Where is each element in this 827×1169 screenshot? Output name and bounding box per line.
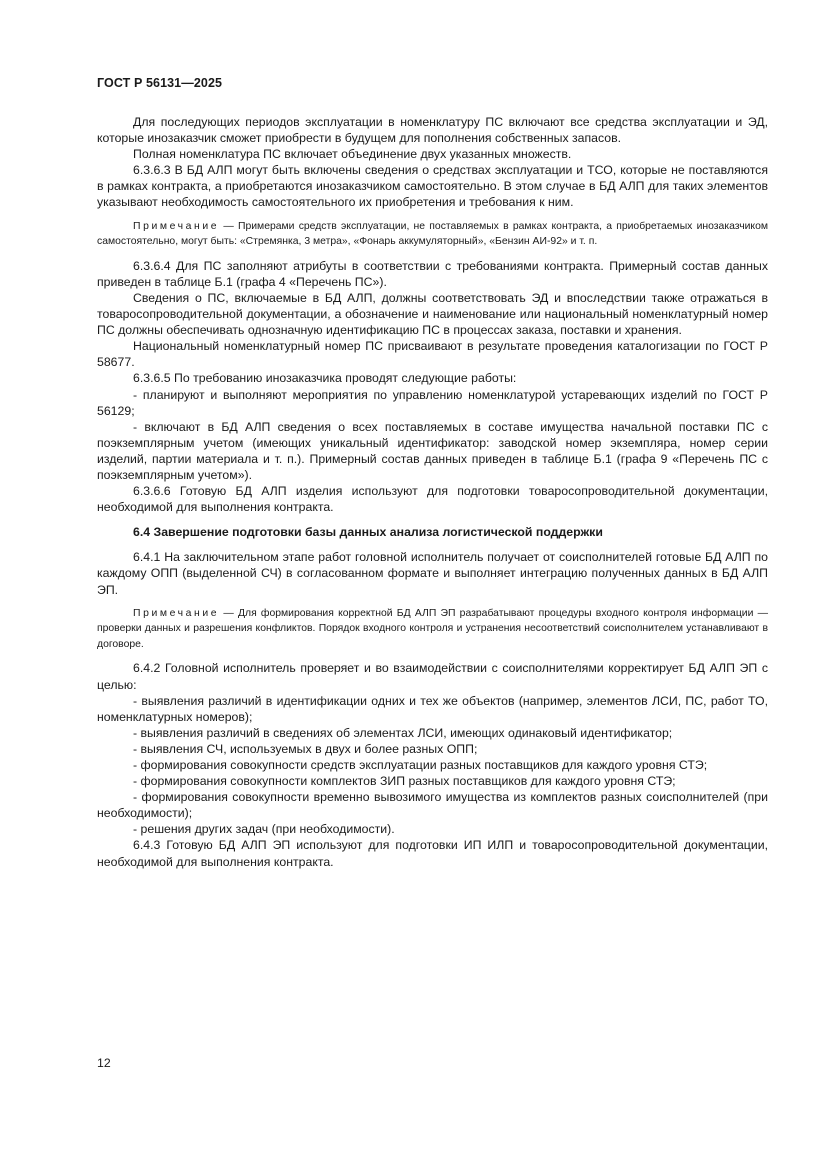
list-item: - формирования совокупности комплектов ЗИП разных поставщиков для каждого уровня СТЭ; — [133, 774, 676, 789]
paragraph-6-3-6-6: 6.3.6.6 Готовую БД АЛП изделия используют для подготовки товаросопроводительной документации, необходимой для выполнения контракта. — [97, 484, 768, 515]
note-label: Примечание — [133, 220, 220, 232]
list-item: - решения других задач (при необходимости). — [133, 822, 395, 837]
paragraph: Полная номенклатура ПС включает объединение двух указанных множеств. — [133, 147, 572, 162]
note-2 — [97, 606, 768, 653]
list-item: - формирования совокупности средств эксплуатации разных поставщиков для каждого уровня СТЭ; — [133, 757, 708, 772]
page-number: 12 — [97, 1056, 111, 1070]
section-heading-6-4: 6.4 Завершение подготовки базы данных анализа логистической поддержки — [133, 525, 603, 540]
note-text: — Для формирования корректной БД АЛП ЭП разрабатывают процедуры входного контроля информации — проверки данных и разрешения конфликтов. Порядок входного контроля и устранения несоответствий соисполнителем устанавливают в договоре. — [97, 607, 768, 650]
list-item: - планируют и выполняют мероприятия по управлению номенклатурой устаревающих изделий по ГОСТ Р 56129; — [97, 387, 768, 418]
note-1 — [97, 219, 768, 250]
paragraph: Для последующих периодов эксплуатации в номенклатуру ПС включают все средства эксплуатации и ЭД, которые инозаказчик сможет приобрести в будущем для пополнения собственных запасов. — [97, 115, 768, 146]
paragraph-6-4-3: 6.4.3 Готовую БД АЛП ЭП используют для подготовки ИП ИЛП и товаросопроводительной документации, необходимой для выполнения контракта. — [97, 838, 768, 869]
paragraph-6-4-2: 6.4.2 Головной исполнитель проверяет и во взаимодействии с соисполнителями корректирует БД АЛП ЭП с целью: — [97, 661, 768, 692]
list-item: - формирования совокупности временно вывозимого имущества из комплектов разных соисполнителей (при необходимости); — [97, 790, 768, 821]
document-header: ГОСТ Р 56131—2025 — [97, 76, 223, 90]
document-body — [97, 114, 768, 870]
list-item: - выявления СЧ, используемых в двух и более разных ОПП; — [133, 741, 478, 756]
paragraph-6-4-1: 6.4.1 На заключительном этапе работ головной исполнитель получает от соисполнителей готовые БД АЛП по каждому ОПП (выделенной СЧ) в согласованном формате и выполняет интеграцию полученных данных в БД АЛП ЭП. — [97, 550, 768, 597]
list-item: - включают в БД АЛП сведения о всех поставляемых в составе имущества начальной поставки ПС с поэкземплярным учетом (имеющих уникальный идентификатор: заводской номер экземпляра, номер серии изделий, партии материала и т. п.). Примерный состав данных приведен в таблице Б.1 (графа 9 «Перечень ПС с поэкземплярным учетом»). — [97, 419, 768, 482]
paragraph: Сведения о ПС, включаемые в БД АЛП, должны соответствовать ЭД и впоследствии также отражаться в товаросопроводительной документации, а обозначение и наименование или национальный номенклатурный номер ПС должны обеспечивать однозначную идентификацию ПС в процессах заказа, поставки и хранения. — [97, 290, 768, 338]
paragraph-6-3-6-4: 6.3.6.4 Для ПС заполняют атрибуты в соответствии с требованиями контракта. Примерный состав данных приведен в таблице Б.1 (графа 4 «Перечень ПС»). — [97, 258, 768, 289]
paragraph-6-3-6-3: 6.3.6.3 В БД АЛП могут быть включены сведения о средствах эксплуатации и ТСО, которые не поставляются в рамках контракта, а приобретаются инозаказчиком самостоятельно. В этом случае в БД АЛП для таких элементов указывают необходимость самостоятельного их приобретения и требования к ним. — [97, 163, 768, 210]
note-label: Примечание — [133, 607, 220, 619]
paragraph-6-3-6-5: 6.3.6.5 По требованию инозаказчика проводят следующие работы: — [133, 371, 517, 386]
note-text: — Примерами средств эксплуатации, не поставляемых в рамках контракта, а приобретаемых инозаказчиком самостоятельно, могут быть: «Стремянка, 3 метра», «Фонарь аккумуляторный», «Бензин АИ-92» и т. п. — [97, 220, 768, 248]
list-item: - выявления различий в сведениях об элементах ЛСИ, имеющих одинаковый идентификатор; — [133, 725, 673, 740]
list-item: - выявления различий в идентификации одних и тех же объектов (например, элементов ЛСИ, ПС, работ ТО, номенклатурных номеров); — [97, 693, 768, 724]
paragraph: Национальный номенклатурный номер ПС присваивают в результате проведения каталогизации по ГОСТ Р 58677. — [97, 339, 768, 370]
